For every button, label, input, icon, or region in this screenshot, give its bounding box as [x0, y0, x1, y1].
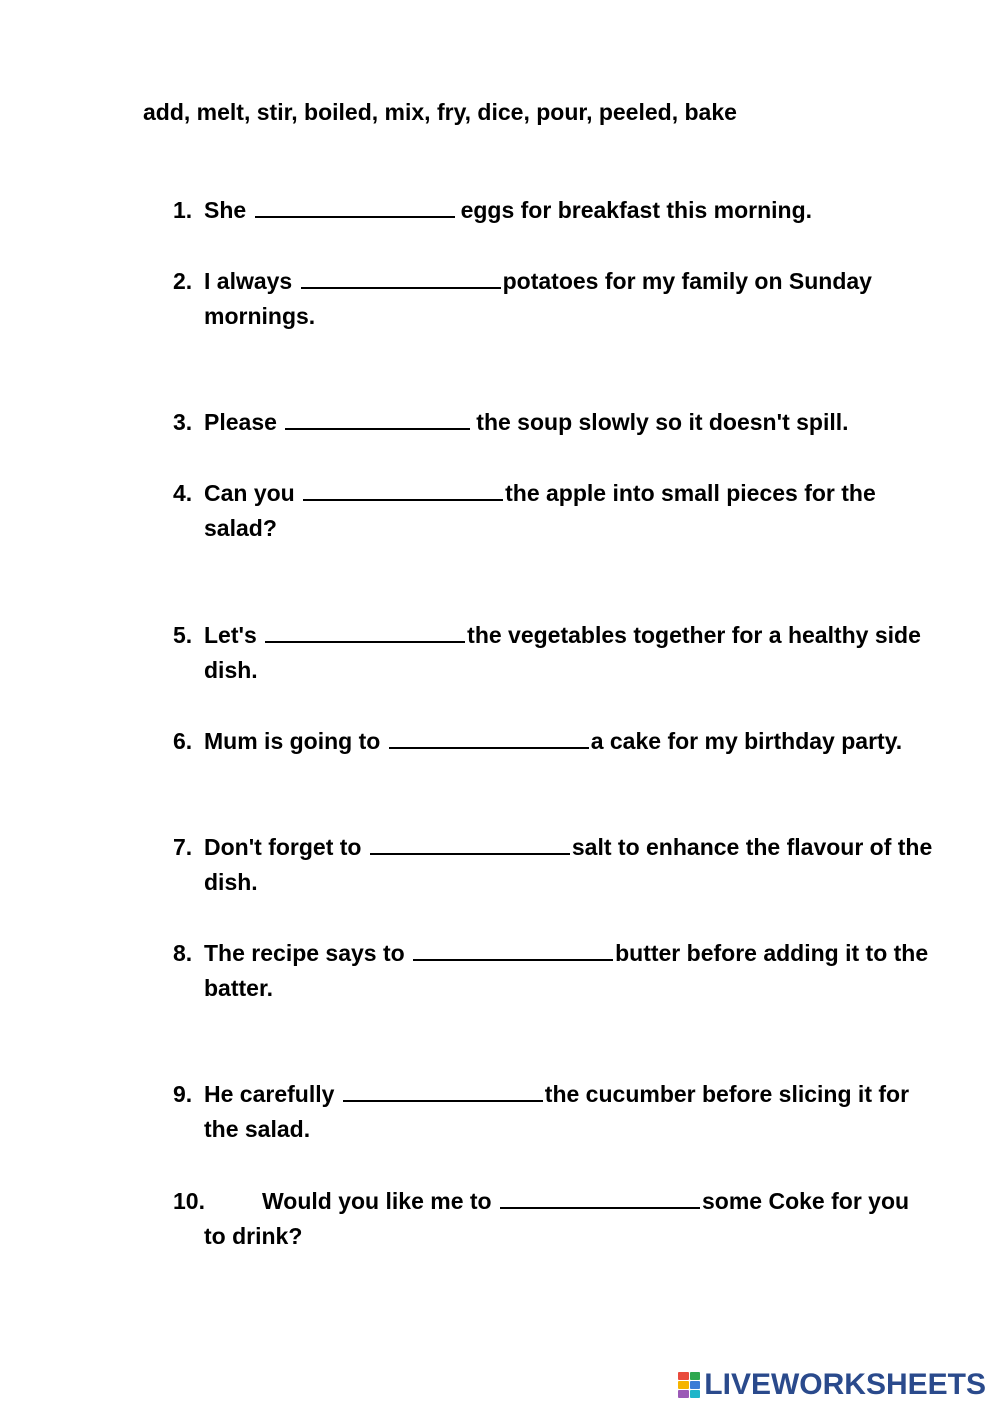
question-text-before: Mum is going to [204, 728, 381, 754]
question-text-before: Please [204, 409, 277, 435]
question-text-after: butter before adding it to the batter. [204, 940, 929, 1001]
logo-block [678, 1390, 689, 1398]
answer-blank[interactable] [303, 476, 503, 501]
question-text-before: He carefully [204, 1081, 335, 1107]
liveworksheets-logo-text: LIVEWORKSHEETS [704, 1368, 986, 1401]
logo-block [678, 1381, 689, 1389]
question-number: 10. [173, 1188, 205, 1214]
answer-blank[interactable] [500, 1184, 700, 1209]
question-text-before: Would you like me to [262, 1188, 492, 1214]
liveworksheets-logo-icon [678, 1372, 700, 1398]
question-item [173, 1077, 933, 1147]
question-number: 3. [173, 409, 193, 435]
answer-blank[interactable] [255, 193, 455, 218]
question-text-before: She [204, 197, 247, 223]
question-item [173, 476, 933, 546]
logo-block [690, 1372, 701, 1380]
question-number: 9. [173, 1081, 193, 1107]
question-text-after: some Coke for you to drink? [204, 1188, 910, 1249]
answer-blank[interactable] [265, 618, 465, 643]
question-text-before: I always [204, 268, 293, 294]
question-item [173, 618, 933, 688]
question-number: 1. [173, 197, 193, 223]
answer-blank[interactable] [413, 936, 613, 961]
logo-block [678, 1372, 689, 1380]
question-item [173, 1184, 933, 1254]
question-item [173, 193, 933, 228]
answer-blank[interactable] [343, 1077, 543, 1102]
answer-blank[interactable] [285, 405, 470, 430]
logo-block [690, 1390, 701, 1398]
word-bank: add, melt, stir, boiled, mix, fry, dice, pour, peeled, bake [143, 99, 737, 125]
question-text-after: the vegetables together for a healthy side dish. [204, 622, 921, 683]
question-text-after: the soup slowly so it doesn't spill. [476, 409, 849, 435]
question-text-before: The recipe says to [204, 940, 405, 966]
liveworksheets-logo [678, 1370, 986, 1400]
question-number: 8. [173, 940, 193, 966]
question-text-before: Don't forget to [204, 834, 362, 860]
answer-blank[interactable] [389, 724, 589, 749]
question-text-after: eggs for breakfast this morning. [460, 197, 813, 223]
question-number: 4. [173, 480, 193, 506]
question-item [173, 405, 933, 440]
answer-blank[interactable] [370, 830, 570, 855]
question-text-before: Can you [204, 480, 295, 506]
question-text-before: Let's [204, 622, 257, 648]
question-item [173, 264, 933, 334]
logo-block [690, 1381, 701, 1389]
answer-blank[interactable] [301, 264, 501, 289]
question-item [173, 830, 933, 900]
question-number: 7. [173, 834, 193, 860]
question-item [173, 936, 933, 1006]
question-number: 2. [173, 268, 193, 294]
question-text-after: the apple into small pieces for the salad? [204, 480, 876, 541]
question-item [173, 724, 933, 759]
question-number: 6. [173, 728, 193, 754]
question-text-after: salt to enhance the flavour of the dish. [204, 834, 933, 895]
question-text-after: a cake for my birthday party. [590, 728, 903, 754]
question-number: 5. [173, 622, 193, 648]
question-text-after: the cucumber before slicing it for the salad. [204, 1081, 910, 1142]
question-text-after: potatoes for my family on Sunday mornings. [204, 268, 872, 329]
